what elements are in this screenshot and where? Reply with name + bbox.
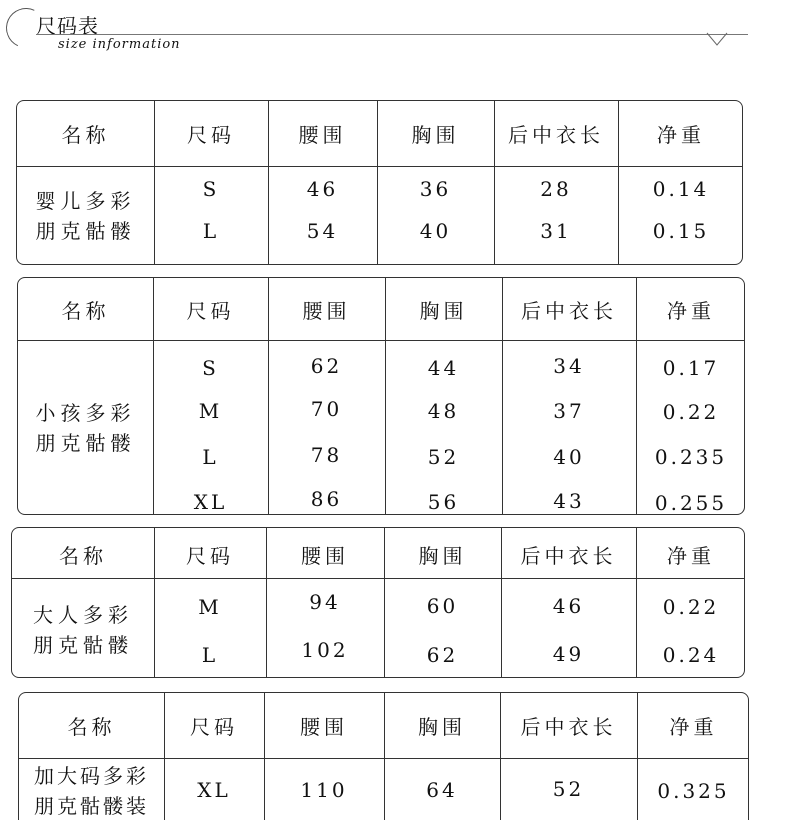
cell-weight: 0.14 [652, 177, 710, 201]
cell-waist: 102 [301, 638, 349, 662]
product-name-line2: 朋克骷髅 [35, 219, 136, 243]
header-length: 后中衣长 [520, 543, 617, 568]
cell-chest: 60 [426, 594, 459, 618]
cell-chest: 44 [427, 356, 460, 380]
header-size: 尺码 [186, 298, 235, 323]
header-waist: 腰围 [300, 715, 348, 739]
cell-weight: 0.22 [662, 595, 720, 619]
cell-length: 37 [553, 399, 585, 423]
size-table-plus [18, 692, 749, 820]
cell-size: S [202, 356, 219, 380]
cell-waist: 70 [310, 397, 343, 421]
cell-weight: 0.15 [652, 219, 710, 243]
product-name-line1: 小孩多彩 [35, 401, 136, 425]
cell-chest: 40 [419, 219, 452, 243]
cell-waist: 46 [306, 177, 339, 201]
header-size: 尺码 [186, 543, 234, 568]
product-name-line2: 朋克骷髅 [33, 632, 133, 657]
header-name: 名称 [59, 543, 107, 568]
size-table-adult [11, 527, 745, 678]
cell-waist: 94 [309, 590, 341, 614]
header-length: 后中衣长 [521, 298, 617, 323]
header-chest: 胸围 [418, 715, 466, 739]
cell-size: M [198, 399, 223, 423]
cell-chest: 62 [426, 643, 459, 667]
cell-chest: 56 [427, 490, 460, 514]
product-name-line2: 朋克骷髅 [35, 431, 136, 455]
page-title: 尺码表 [36, 14, 99, 38]
header-size: 尺码 [187, 123, 235, 147]
cell-size: S [202, 177, 220, 201]
cell-size: L [201, 643, 219, 667]
header-name: 名称 [61, 123, 110, 147]
product-name [17, 166, 154, 265]
cell-weight: 0.255 [654, 491, 728, 515]
cell-length: 28 [540, 177, 572, 201]
size-table-baby [16, 100, 743, 265]
header-weight: 净重 [657, 123, 705, 147]
header-weight: 净重 [667, 543, 715, 568]
cell-chest: 48 [427, 399, 460, 423]
header-weight: 净重 [667, 298, 715, 323]
header-chest: 胸围 [411, 123, 460, 147]
product-name-line1: 加大码多彩 [34, 764, 149, 788]
cell-size: M [198, 595, 222, 619]
header-chest: 胸围 [418, 543, 467, 568]
cell-length: 52 [552, 777, 585, 801]
product-name [19, 758, 164, 820]
product-name-line1: 婴儿多彩 [35, 189, 136, 213]
cell-size: XL [197, 778, 231, 802]
header-waist: 腰围 [298, 123, 347, 147]
cell-weight: 0.22 [662, 400, 720, 424]
product-name-line2: 朋克骷髅装 [34, 794, 149, 818]
cell-length: 31 [540, 219, 572, 243]
product-name [18, 340, 153, 515]
cell-weight: 0.325 [657, 779, 730, 803]
page-header [0, 0, 785, 60]
page-subtitle: size information [58, 37, 181, 52]
header-name: 名称 [67, 715, 116, 739]
header-waist: 腰围 [302, 298, 351, 323]
cell-waist: 78 [310, 443, 343, 467]
header-length: 后中衣长 [508, 123, 604, 147]
cell-waist: 62 [310, 354, 343, 378]
cell-chest: 52 [427, 445, 460, 469]
cell-length: 43 [553, 489, 585, 513]
cell-chest: 64 [426, 778, 458, 802]
cell-waist: 54 [306, 219, 339, 243]
header-chest: 胸围 [419, 298, 468, 323]
header-length: 后中衣长 [520, 715, 617, 739]
cell-size: L [202, 219, 220, 243]
size-table-child [17, 277, 745, 515]
chevron-down-icon [706, 32, 728, 46]
header-waist: 腰围 [301, 543, 349, 568]
header-weight: 净重 [669, 715, 718, 739]
cell-weight: 0.24 [662, 643, 720, 667]
product-name [12, 580, 154, 678]
cell-waist: 86 [310, 487, 343, 511]
cell-weight: 0.17 [662, 356, 720, 380]
cell-size: XL [193, 490, 228, 514]
header-divider [36, 34, 748, 35]
cell-waist: 110 [300, 778, 348, 802]
cell-weight: 0.235 [654, 445, 728, 469]
cell-length: 49 [552, 642, 585, 666]
product-name-line1: 大人多彩 [33, 602, 133, 627]
cell-length: 46 [552, 594, 585, 618]
header-size: 尺码 [190, 715, 238, 739]
cell-length: 34 [553, 354, 585, 378]
header-name: 名称 [61, 298, 110, 323]
cell-chest: 36 [419, 177, 452, 201]
cell-length: 40 [553, 445, 585, 469]
cell-size: L [202, 445, 219, 469]
